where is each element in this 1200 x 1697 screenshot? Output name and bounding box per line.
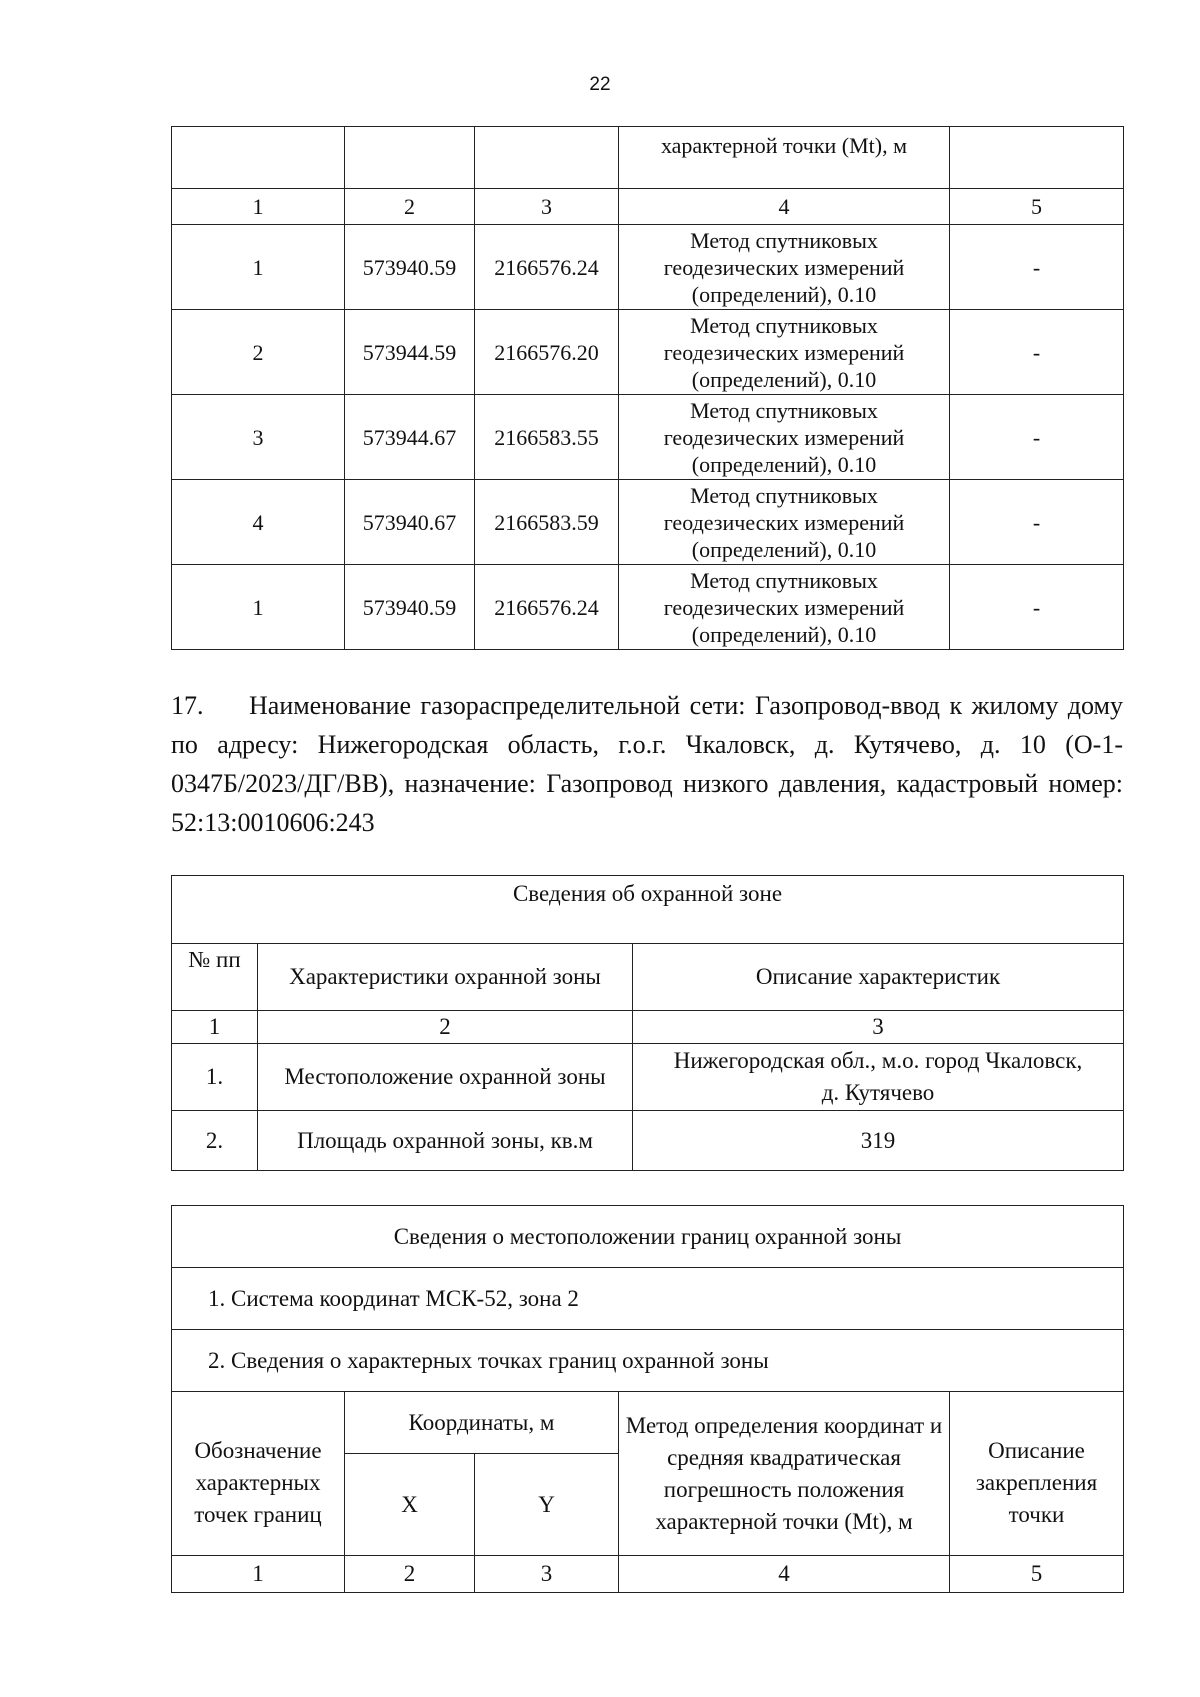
points-info: 2. Сведения о характерных точках границ охранной зоны bbox=[172, 1330, 1124, 1392]
header-cell-characteristic: Характеристики охранной зоны bbox=[258, 944, 633, 1011]
method-line: (определений), 0.10 bbox=[691, 366, 877, 392]
point-description: - bbox=[950, 395, 1124, 480]
method-cell bbox=[619, 310, 950, 395]
table-title: Сведения о местоположении границ охранной зоны bbox=[172, 1206, 1124, 1268]
method-line: (определений), 0.10 bbox=[691, 621, 877, 647]
method-line: (определений), 0.10 bbox=[691, 536, 877, 562]
table-row bbox=[172, 480, 1124, 565]
header-cell-coordinates: Координаты, м bbox=[345, 1392, 619, 1454]
column-number: 3 bbox=[633, 1011, 1124, 1044]
method-line: (определений), 0.10 bbox=[691, 281, 877, 307]
column-number: 5 bbox=[950, 1556, 1124, 1593]
method-line: геодезических измерений bbox=[663, 594, 905, 620]
column-numbers-row bbox=[172, 1011, 1124, 1044]
header-cell-description: Описание закрепления точки bbox=[950, 1392, 1124, 1556]
characteristic-points-table-continued bbox=[171, 126, 1124, 650]
column-number: 3 bbox=[475, 189, 619, 225]
table-title-row bbox=[172, 876, 1124, 944]
point-id: 3 bbox=[172, 395, 345, 480]
column-numbers-row bbox=[172, 189, 1124, 225]
coordinate-system-row bbox=[172, 1268, 1124, 1330]
coord-y: 2166583.55 bbox=[475, 395, 619, 480]
boundary-location-table bbox=[171, 1205, 1124, 1593]
method-cell bbox=[619, 225, 950, 310]
point-description: - bbox=[950, 310, 1124, 395]
coord-y: 2166583.59 bbox=[475, 480, 619, 565]
table-title: Сведения об охранной зоне bbox=[172, 876, 1124, 944]
column-number: 4 bbox=[619, 189, 950, 225]
column-number: 4 bbox=[619, 1556, 950, 1593]
point-id: 2 bbox=[172, 310, 345, 395]
section-paragraph bbox=[171, 686, 1123, 842]
header-cell-designation: Обозначение характерных точек границ bbox=[172, 1392, 345, 1556]
table-header-row bbox=[172, 1392, 1124, 1454]
header-cell-x: X bbox=[345, 1454, 475, 1556]
method-cell bbox=[619, 565, 950, 650]
table-header-row bbox=[172, 944, 1124, 1011]
characteristic-value: Нижегородская обл., м.о. город Чкаловск, д. Кутячево bbox=[633, 1044, 1124, 1111]
method-line: Метод спутниковых bbox=[690, 227, 878, 253]
table-row bbox=[172, 1044, 1124, 1111]
coord-y: 2166576.24 bbox=[475, 565, 619, 650]
point-id: 1 bbox=[172, 225, 345, 310]
method-line: Метод спутниковых bbox=[690, 482, 878, 508]
column-number: 2 bbox=[258, 1011, 633, 1044]
point-id: 4 bbox=[172, 480, 345, 565]
column-number: 2 bbox=[345, 189, 475, 225]
column-number: 2 bbox=[345, 1556, 475, 1593]
method-line: Метод спутниковых bbox=[690, 567, 878, 593]
method-line: Метод спутниковых bbox=[690, 312, 878, 338]
coordinate-system: 1. Система координат МСК-52, зона 2 bbox=[172, 1268, 1124, 1330]
point-description: - bbox=[950, 225, 1124, 310]
point-description: - bbox=[950, 565, 1124, 650]
characteristic-value: 319 bbox=[633, 1111, 1124, 1171]
coord-x: 573944.67 bbox=[345, 395, 475, 480]
method-line: Метод спутниковых bbox=[690, 397, 878, 423]
header-cell-method: Метод определения координат и средняя квадратическая погрешность положения характерной точки (Mt), м bbox=[619, 1392, 950, 1556]
column-number: 1 bbox=[172, 1556, 345, 1593]
coord-x: 573940.67 bbox=[345, 480, 475, 565]
header-cell-number: № пп bbox=[172, 944, 258, 1011]
table-row bbox=[172, 310, 1124, 395]
method-cell bbox=[619, 395, 950, 480]
row-number: 2. bbox=[172, 1111, 258, 1171]
method-line: (определений), 0.10 bbox=[691, 451, 877, 477]
characteristic-name: Местоположение охранной зоны bbox=[258, 1044, 633, 1111]
table-title-row bbox=[172, 1206, 1124, 1268]
coord-y: 2166576.24 bbox=[475, 225, 619, 310]
coord-y: 2166576.20 bbox=[475, 310, 619, 395]
column-number: 1 bbox=[172, 1011, 258, 1044]
paragraph-number: 17. bbox=[171, 691, 204, 720]
column-number: 3 bbox=[475, 1556, 619, 1593]
coord-x: 573944.59 bbox=[345, 310, 475, 395]
column-number: 5 bbox=[950, 189, 1124, 225]
header-cell-y: Y bbox=[475, 1454, 619, 1556]
protection-zone-info-table bbox=[171, 875, 1124, 1171]
coord-x: 573940.59 bbox=[345, 225, 475, 310]
header-cell-description: Описание характеристик bbox=[633, 944, 1124, 1011]
table-row bbox=[172, 1111, 1124, 1171]
table-row bbox=[172, 225, 1124, 310]
table-header-row bbox=[172, 127, 1124, 189]
point-description: - bbox=[950, 480, 1124, 565]
method-line: геодезических измерений bbox=[663, 424, 905, 450]
characteristic-name: Площадь охранной зоны, кв.м bbox=[258, 1111, 633, 1171]
page-number: 22 bbox=[589, 74, 611, 95]
table-row bbox=[172, 565, 1124, 650]
coord-x: 573940.59 bbox=[345, 565, 475, 650]
method-line: геодезических измерений bbox=[663, 509, 905, 535]
column-number: 1 bbox=[172, 189, 345, 225]
points-info-row bbox=[172, 1330, 1124, 1392]
column-numbers-row bbox=[172, 1556, 1124, 1593]
method-cell bbox=[619, 480, 950, 565]
row-number: 1. bbox=[172, 1044, 258, 1111]
method-line: геодезических измерений bbox=[663, 339, 905, 365]
header-cell-method-tail: характерной точки (Mt), м bbox=[619, 127, 950, 189]
method-line: геодезических измерений bbox=[663, 254, 905, 280]
point-id: 1 bbox=[172, 565, 345, 650]
paragraph-text: Наименование газораспределительной сети: Газопровод-ввод к жилому дому по адресу: Нижегородская область, г.о.г. Чкаловск, д. Кутячево, д. 10 (О-1-0347Б/2023/ДГ/ВВ), назначение: Газопровод низкого давления, кадастровый номер: 52:13:0010606:243 bbox=[171, 691, 1123, 837]
table-row bbox=[172, 395, 1124, 480]
